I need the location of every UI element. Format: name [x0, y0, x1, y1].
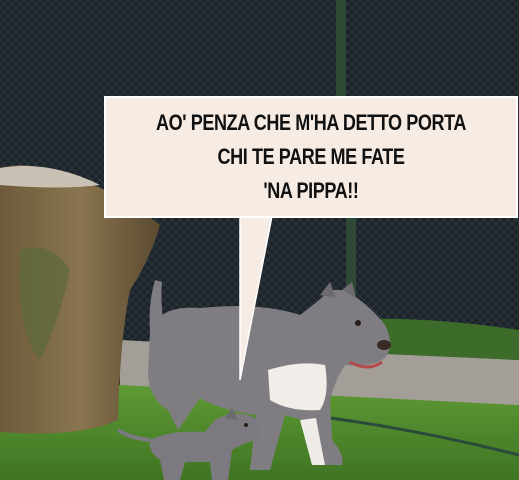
- caption-line-2: CHI TE PARE ME FATE: [217, 144, 405, 169]
- caption-line-1: AO' PENZA CHE M'HA DETTO PORTA: [156, 110, 466, 135]
- speech-bubble: [104, 96, 518, 218]
- fence-post: [336, 0, 346, 100]
- caption-line-3: 'NA PIPPA!!: [263, 178, 359, 203]
